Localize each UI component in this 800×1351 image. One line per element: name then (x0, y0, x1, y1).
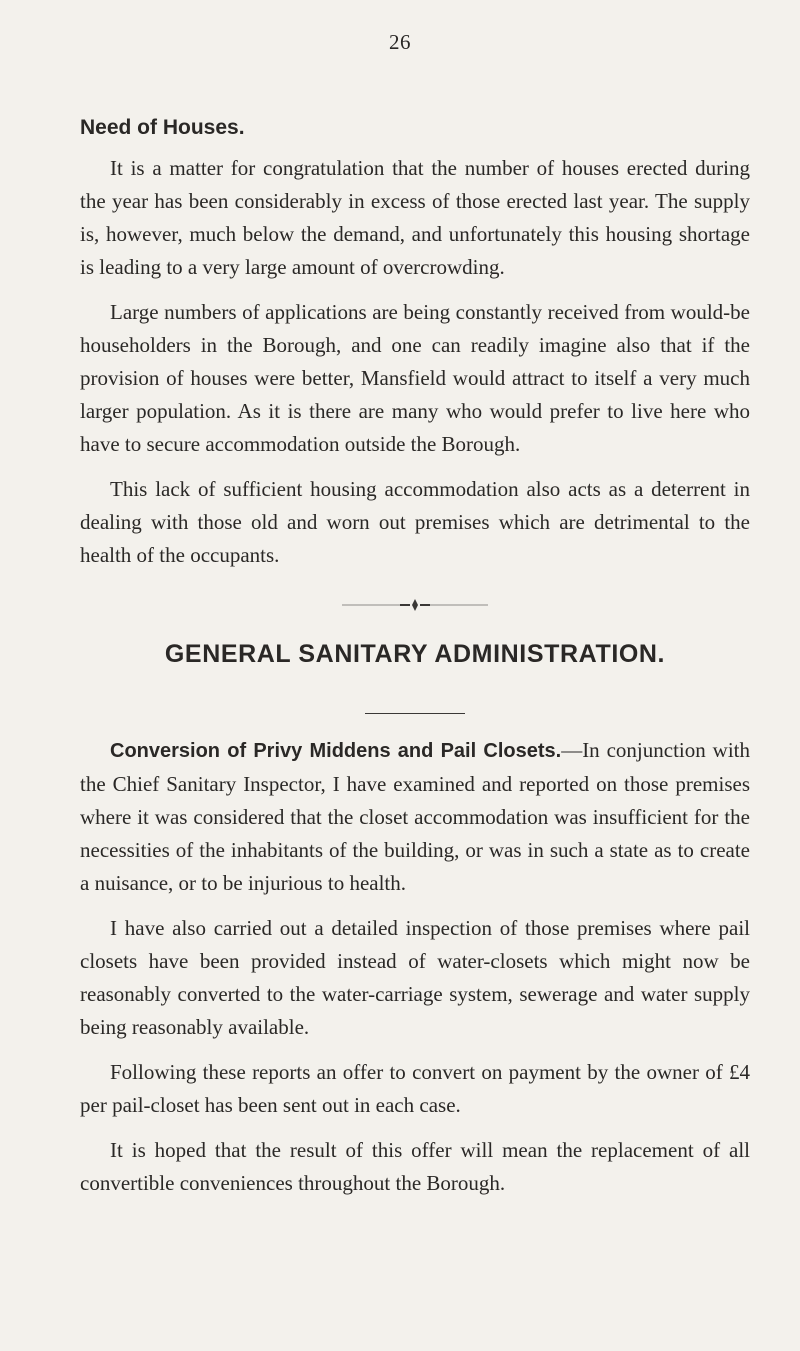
section-heading-need-of-houses: Need of Houses. (80, 116, 245, 139)
section-title-general-sanitary-administration: GENERAL SANITARY ADMINISTRATION. (164, 640, 666, 668)
paragraph-pail-closets-inspection: I have also carried out a detailed inspection of those premises where pail closets have been provided instead of water-closets which might now be reasonably converted to the water-carriage system, sewerage and water supply being reasonably available. (80, 916, 750, 1039)
paragraph-applications: Large numbers of applications are being constantly received from would-be householders in the Borough, and one can readily imagine also that if the provision of houses were better, Mansfield would attract to itself a very much larger population. As it is there are many who would prefer to live here who have to secure accommodation outside the Borough. (80, 300, 750, 456)
paragraph-conversion-body: —In conjunction with the Chief Sanitary Inspector, I have examined and reported on those premises where it was considered that the closet accommodation was insufficient for the necessities of the inhabitants of the building, or was in such a state as to create a nuisance, or to be injurious to health. (80, 738, 750, 895)
paragraph-congratulation: It is a matter for congratulation that the number of houses erected during the year has been considerably in excess of those erected last year. The supply is, however, much below the demand, and unfortunately this housing shortage is leading to a very large amount of overcrowding. (80, 156, 750, 279)
horizontal-rule (365, 713, 465, 714)
paragraph-hoped-result: It is hoped that the result of this offer will mean the replacement of all convertible conveniences throughout the Borough. (80, 1138, 750, 1195)
page-number: 26 (389, 30, 411, 54)
ornament-divider (340, 598, 490, 612)
paragraph-lack-of-accommodation: This lack of sufficient housing accommodation also acts as a deterrent in dealing with those old and worn out premises which are detrimental to the health of the occupants. (80, 477, 750, 567)
runin-heading-conversion: Conversion of Privy Middens and Pail Closets. (110, 740, 562, 762)
paragraph-offer-to-convert: Following these reports an offer to convert on payment by the owner of £4 per pail-closet has been sent out in each case. (80, 1060, 750, 1117)
paragraph-conversion-of-privy-middens (80, 734, 750, 900)
page-content (80, 116, 750, 1200)
